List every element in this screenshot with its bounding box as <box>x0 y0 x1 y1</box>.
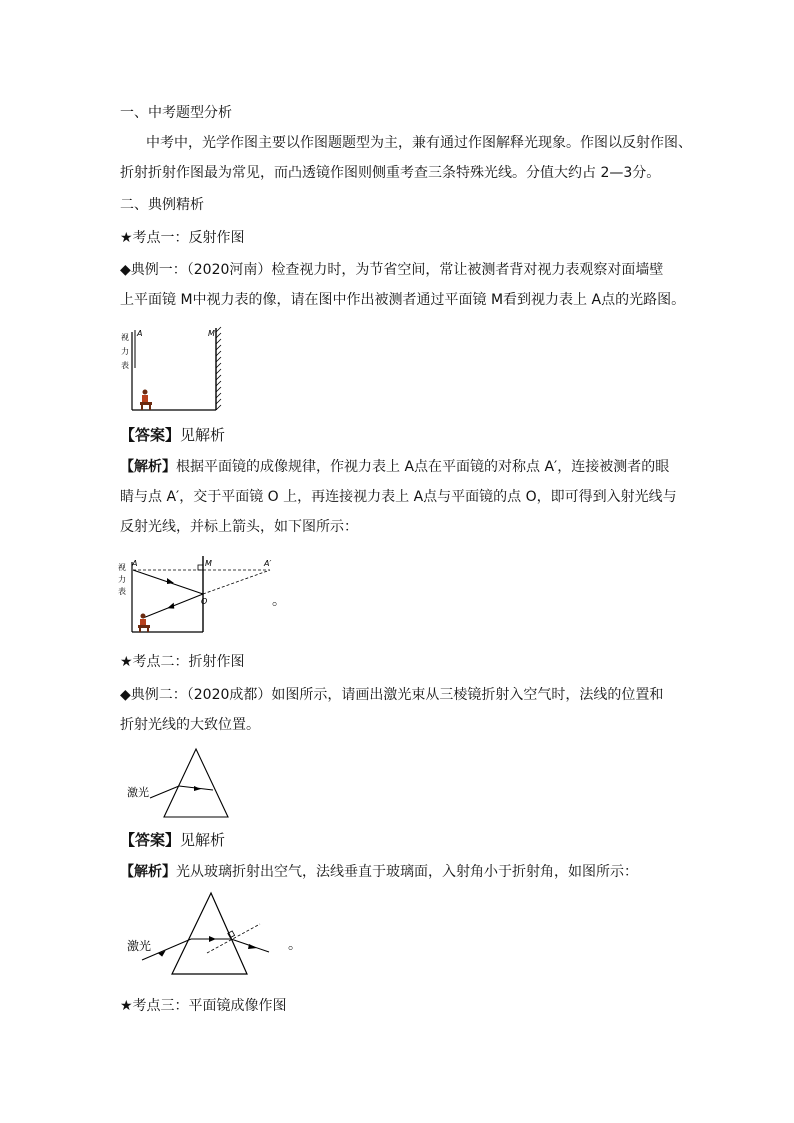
chart-label-1: 视 <box>121 333 129 342</box>
label-a: A <box>132 559 138 568</box>
prism <box>172 893 247 974</box>
figure-prism-solution <box>124 890 284 978</box>
refracted-arrow <box>248 944 257 949</box>
analysis-1-line-1 <box>120 457 669 477</box>
dashed-virtual-ray <box>203 570 270 594</box>
analysis-2-tag: 【解析】 <box>120 864 176 880</box>
intro-line-1: 中考中，光学作图主要以作图题题型为主，兼有通过作图解释光现象。作图以反射作图、 <box>146 135 692 151</box>
answer-2-tag: 【答案】 <box>120 831 181 849</box>
chart-label-3: 表 <box>118 587 126 596</box>
section-heading-2: 二、典例精析 <box>120 197 204 213</box>
analysis-1-tag: 【解析】 <box>120 459 176 475</box>
analysis-1-line-2: 睛与点 A′，交于平面镜 O 上，再连接视力表上 A点与平面镜的点 O，即可得到入射光线与 <box>120 489 677 505</box>
point-2-heading: ★考点二：折射作图 <box>120 654 245 670</box>
chart-label-2: 力 <box>121 347 129 356</box>
laser-label: 激光 <box>127 786 149 799</box>
figure-prism-question <box>124 746 234 820</box>
chart-label-1: 视 <box>118 563 126 572</box>
label-m: M <box>208 329 215 338</box>
example-2-line-2: 折射光线的大致位置。 <box>120 717 260 733</box>
figure-2-period: 。 <box>272 593 286 609</box>
analysis-2-text: 光从玻璃折射出空气，法线垂直于玻璃面，入射角小于折射角，如图所示： <box>176 864 638 880</box>
figure-eye-test-room <box>112 322 222 416</box>
intro-line-2: 折射折射作图最为常见，而凸透镜作图则侧重考查三条特殊光线。分值大约占 2—3分。 <box>120 165 661 181</box>
point-3-heading: ★考点三：平面镜成像作图 <box>120 998 287 1014</box>
example-1-line-2: 上平面镜 M中视力表的像，请在图中作出被测者通过平面镜 M看到视力表上 A点的光路图。 <box>120 292 686 308</box>
label-a: A <box>137 329 143 338</box>
seated-person <box>140 390 152 411</box>
analysis-1-line-3: 反射光线，并标上箭头，如下图所示： <box>120 519 358 535</box>
analysis-2 <box>120 862 638 882</box>
answer-2 <box>120 830 225 850</box>
prism <box>164 749 228 817</box>
figure-reflection-solution <box>112 552 282 636</box>
figure-4-period: 。 <box>288 937 302 953</box>
inside-arrow <box>209 936 216 942</box>
point-1-heading: ★考点一：反射作图 <box>120 230 245 246</box>
answer-2-text: 见解析 <box>180 831 226 849</box>
answer-1-text: 见解析 <box>180 426 226 444</box>
label-m: M <box>205 559 212 568</box>
chart-label-2: 力 <box>118 575 126 584</box>
right-angle-mark <box>198 565 203 570</box>
analysis-1-text-1: 根据平面镜的成像规律，作视力表上 A点在平面镜的对称点 A′，连接被测者的眼 <box>176 459 670 475</box>
label-o: O <box>201 597 208 606</box>
example-1-line-1: ◆典例一：（2020河南）检查视力时，为节省空间，常让被测者背对视力表观察对面墙壁 <box>120 262 664 278</box>
answer-1-tag: 【答案】 <box>120 426 181 444</box>
answer-1 <box>120 425 225 445</box>
chart-label-3: 表 <box>121 361 129 370</box>
example-2-line-1: ◆典例二：（2020成都）如图所示，请画出激光束从三棱镜折射入空气时，法线的位置和 <box>120 687 664 703</box>
section-heading-1: 一、中考题型分析 <box>120 105 232 121</box>
incident-arrow <box>167 578 174 584</box>
reflected-arrow <box>167 603 174 610</box>
laser-label: 激光 <box>127 939 152 953</box>
laser-incident-ray <box>150 786 179 798</box>
label-a-prime: A′ <box>264 559 272 568</box>
